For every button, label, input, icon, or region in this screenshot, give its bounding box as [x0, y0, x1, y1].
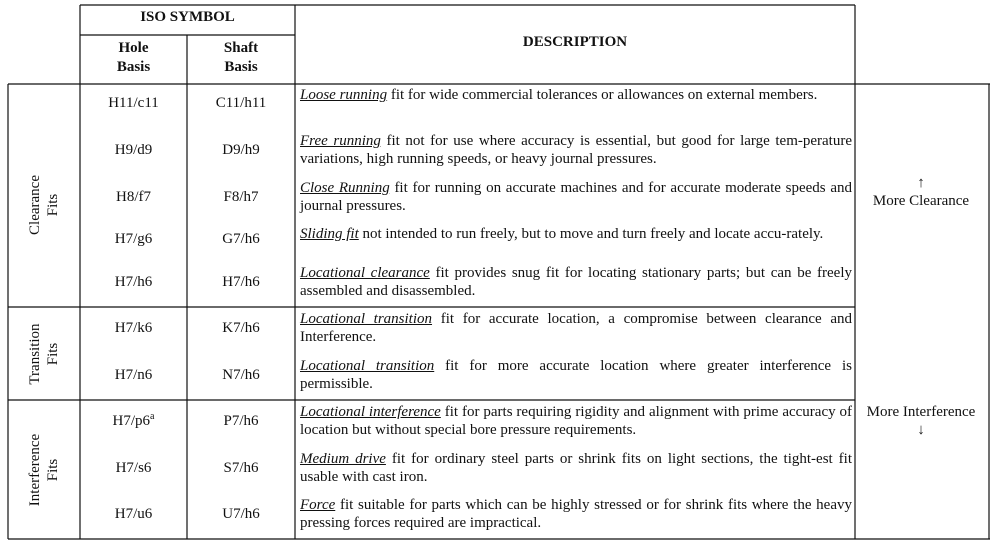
fit-term: Loose running: [300, 87, 388, 103]
down-arrow-icon: ↓: [917, 422, 925, 438]
description-cell: Loose running fit for wide commercial tolerances or allowances on external members.: [300, 87, 818, 103]
description-cell: Locational interference fit for parts requiring rigidity and alignment with prime accuracy of location but without special bore pressure requirements.: [300, 404, 852, 438]
fit-term: Locational transition: [300, 358, 435, 374]
fit-term: Sliding fit: [300, 226, 359, 242]
shaft-basis-cell: C11/h11: [215, 95, 267, 111]
more-clearance-note: ↑ More Clearance: [853, 174, 989, 210]
description-cell: Force fit suitable for parts which can be highly stressed or for shrink fits where the heavy pressing forces required are impractical.: [300, 497, 852, 531]
shaft-basis-header: Shaft Basis: [223, 40, 259, 75]
hole-basis-cell: H7/n6: [114, 367, 153, 383]
fit-term: Locational transition: [300, 311, 433, 327]
fit-term: Locational interference: [300, 404, 441, 420]
hole-basis-cell: H7/g6: [114, 231, 153, 247]
hole-basis-cell: H9/d9: [114, 142, 153, 158]
shaft-basis-cell: F8/h7: [223, 189, 259, 205]
shaft-basis-cell: P7/h6: [223, 413, 259, 429]
shaft-basis-cell: S7/h6: [223, 460, 259, 476]
iso-symbol-header: ISO SYMBOL: [140, 9, 235, 25]
description-cell: Sliding fit not intended to run freely, but to move and turn freely and locate accu-rately.: [300, 226, 824, 242]
up-arrow-icon: ↑: [917, 175, 925, 191]
fit-term: Medium drive: [300, 451, 386, 467]
shaft-basis-cell: U7/h6: [222, 506, 260, 522]
description-cell: Locational clearance fit provides snug fit for locating stationary parts; but can be freely assembled and disassembled.: [300, 265, 853, 299]
description-cell: Medium drive fit for ordinary steel parts or shrink fits on light sections, the tight-est fit usable with cast iron.: [300, 451, 852, 485]
fit-term: Force: [300, 497, 336, 513]
hole-basis-cell: H7/h6: [114, 274, 153, 290]
group-label-transition: Transition Fits: [27, 323, 61, 385]
shaft-basis-cell: H7/h6: [222, 274, 260, 290]
hole-basis-cell: H11/c11: [108, 95, 159, 111]
fit-term: Locational clearance: [300, 265, 430, 281]
hole-basis-cell: H8/f7: [116, 189, 151, 205]
footnote-marker: a: [150, 411, 155, 422]
description-header: DESCRIPTION: [522, 34, 628, 50]
hole-basis-cell: H7/s6: [115, 460, 152, 476]
hole-basis-cell: H7/p6$^a$: [112, 411, 155, 429]
group-label-clearance: Clearance Fits: [27, 175, 61, 235]
hole-basis-header: Hole Basis: [116, 40, 151, 75]
fit-term: Free running: [300, 133, 381, 149]
group-label-interference: Interference Fits: [27, 433, 61, 507]
description-cell: Close Running fit for running on accurate machines and for accurate moderate speeds and journal pressures.: [300, 180, 852, 214]
shaft-basis-cell: K7/h6: [222, 320, 260, 336]
description-cell: Free running fit not for use where accuracy is essential, but good for large tem-perature variations, high running speeds, or heavy journal pressures.: [300, 133, 852, 167]
description-cell: Locational transition fit for accurate location, a compromise between clearance and Interference.: [300, 311, 852, 345]
shaft-basis-cell: G7/h6: [222, 231, 260, 247]
hole-basis-cell: H7/u6: [114, 506, 153, 522]
fit-term: Close Running: [300, 180, 390, 196]
description-cell: Locational transition fit for more accurate location where greater interference is permissible.: [300, 358, 852, 392]
shaft-basis-cell: N7/h6: [222, 367, 260, 383]
more-interference-note: More Interference ↓: [853, 403, 989, 439]
shaft-basis-cell: D9/h9: [222, 142, 260, 158]
hole-basis-cell: H7/k6: [114, 320, 153, 336]
